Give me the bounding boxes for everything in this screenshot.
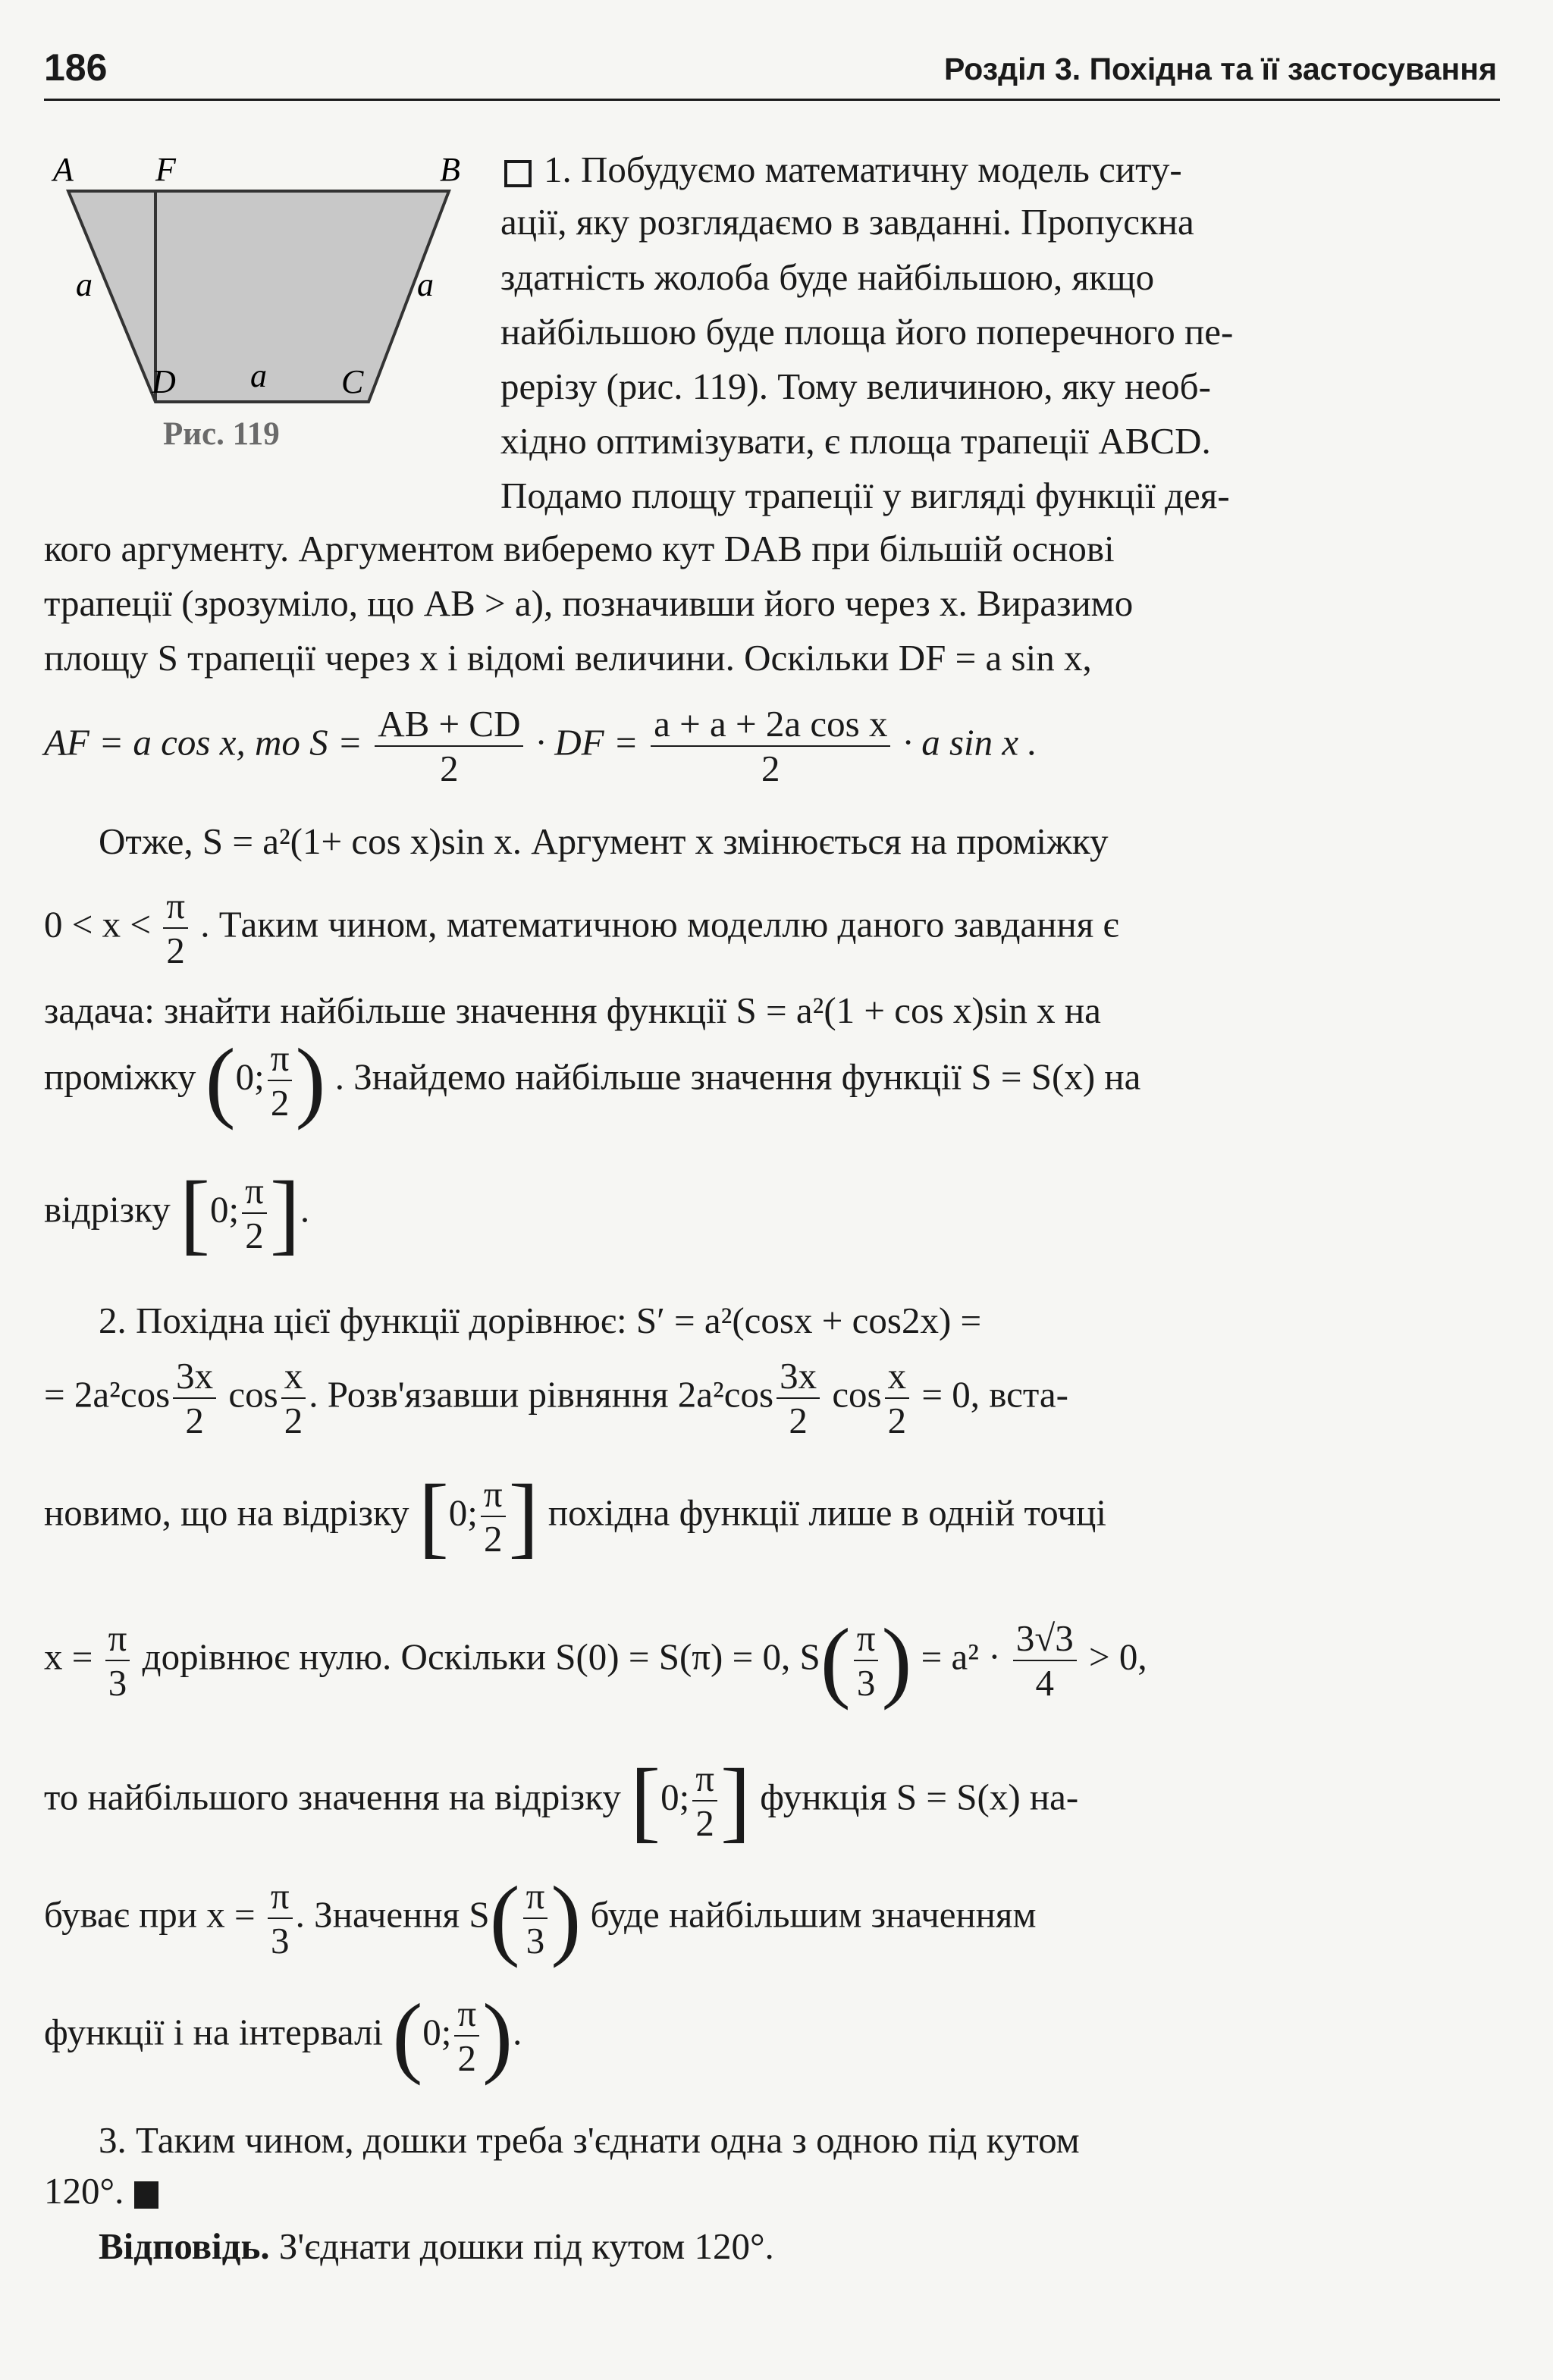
header-rule [44, 99, 1500, 101]
range-rest: . Таким чином, математичною моделлю даного завдання є [200, 903, 1119, 945]
attain-line [44, 1867, 1037, 1968]
end-of-proof-icon [134, 2181, 158, 2209]
step1-line-1 [504, 149, 1490, 191]
step1-line-3: здатність жолоба буде найбільшою, якщо [500, 256, 1155, 298]
answer-text: З'єднати дошки під кутом 120°. [269, 2225, 774, 2267]
fraction-numerator: π [105, 1620, 130, 1661]
fraction-numerator: π [242, 1172, 267, 1214]
fraction-pi-3 [854, 1617, 879, 1704]
fraction-denominator: 2 [484, 1518, 503, 1560]
segment-zero: 0; [209, 1188, 240, 1231]
answer-line [99, 2225, 774, 2268]
max-value-line [44, 1750, 1079, 1851]
figure-caption: Рис. 119 [163, 416, 280, 452]
fraction-denominator: 2 [440, 748, 459, 789]
step1-text: Побудуємо математичну модель ситу- [581, 149, 1182, 190]
interval-zero: 0; [422, 2011, 452, 2053]
fraction-denominator: 4 [1035, 1662, 1055, 1704]
close-paren: ) [881, 1610, 912, 1711]
open-bracket: [ [630, 1750, 661, 1851]
formula-lhs: AF = a cos x, то S = [44, 721, 362, 764]
solve-text: . Розв'язавши рівняння 2a²cos [309, 1373, 774, 1416]
fraction-pi-2 [242, 1172, 267, 1254]
label-a-left: a [76, 266, 93, 303]
cos-label: cos [832, 1373, 882, 1416]
step1-line-5: рерізу (рис. 119). Тому величиною, яку необ- [500, 365, 1211, 407]
fraction-pi-2 [163, 887, 188, 969]
fraction-denominator: 2 [284, 1400, 303, 1441]
step3-line-1: 3. Таким чином, дошки треба з'єднати одна з одною під кутом [99, 2119, 1080, 2161]
open-paren: ( [820, 1610, 851, 1711]
label-B: B [440, 151, 460, 188]
area-formula [44, 705, 1037, 787]
fraction-denominator: 3 [526, 1920, 545, 1961]
attain-mid: . Значення S [295, 1893, 490, 1936]
fraction-denominator: 2 [245, 1215, 264, 1256]
open-paren: ( [205, 1030, 236, 1130]
eq-a2: = a² · [921, 1635, 1001, 1678]
open-bracket: [ [180, 1162, 210, 1263]
fraction-denominator: 2 [457, 2037, 477, 2079]
fraction-numerator: π [481, 1475, 506, 1517]
max-post: функція S = S(x) на- [760, 1776, 1079, 1818]
label-A: A [53, 151, 74, 188]
fraction-pi-3 [268, 1877, 293, 1959]
fraction-numerator: π [692, 1760, 717, 1801]
step2-line-1: 2. Похідна цієї функції дорівнює: S′ = a²(cosx + cos2x) = [99, 1300, 982, 1341]
formula-rhs: · a sin x . [902, 721, 1037, 764]
fraction-pi-2 [454, 1995, 479, 2077]
step1-marker: 1. [544, 149, 572, 190]
label-a-right: a [417, 266, 434, 303]
fraction-denominator: 2 [166, 930, 185, 971]
step1-line-4: найбільшою буде площа його поперечного пе- [500, 311, 1234, 353]
gt-zero: > 0, [1088, 1635, 1147, 1678]
label-C: C [341, 363, 364, 400]
formula-mid: · DF = [535, 721, 638, 764]
eq-zero: = 0, вста- [921, 1373, 1068, 1416]
fraction-3x-2 [173, 1357, 216, 1439]
page-number: 186 [44, 46, 108, 89]
close-paren: ) [295, 1030, 326, 1130]
interval-zero: 0; [235, 1055, 265, 1098]
fraction-numerator: π [523, 1877, 548, 1919]
interval-line-text: функції і на інтервалі [44, 2011, 384, 2053]
step3-angle: 120°. [44, 2170, 124, 2212]
fraction-denominator: 2 [270, 1082, 290, 1124]
max-pre: то найбільшого значення на відрізку [44, 1776, 621, 1818]
fraction-numerator: π [854, 1620, 879, 1661]
close-paren: ) [482, 1985, 513, 2086]
label-a-bottom: a [250, 357, 267, 394]
final-dot: . [513, 2011, 522, 2053]
zero-text: дорівнює нулю. Оскільки S(0) = S(π) = 0, S [142, 1635, 820, 1678]
x-eq: x = [44, 1635, 93, 1678]
step3-line-2 [44, 2170, 158, 2212]
fraction-numerator: x [885, 1357, 910, 1399]
fraction-numerator: π [163, 887, 188, 929]
close-bracket: ] [508, 1466, 539, 1566]
fraction-numerator: π [268, 1877, 293, 1919]
fraction-pi-3 [523, 1877, 548, 1959]
segment-pre: відрізку [44, 1188, 171, 1231]
fraction-denominator: 2 [887, 1400, 907, 1441]
fraction-denominator: 2 [761, 748, 780, 789]
open-bracket: [ [418, 1466, 449, 1566]
cos-label: cos [228, 1373, 278, 1416]
range-lhs: 0 < x < [44, 903, 152, 945]
fraction-denominator: 2 [185, 1400, 204, 1441]
derivative-eq: = 2a²cos [44, 1373, 171, 1416]
segment-zero: 0; [448, 1491, 478, 1534]
critical-point-line [44, 1610, 1147, 1711]
label-D: D [152, 363, 176, 400]
step1-line-2: ації, яку розглядаємо в завданні. Пропускна [500, 201, 1194, 243]
fraction-3x-2 [776, 1357, 820, 1439]
fraction-denominator: 3 [108, 1662, 127, 1704]
seg-post: похідна функції лише в одній точці [547, 1491, 1106, 1534]
fraction-denominator: 3 [271, 1920, 290, 1961]
therefore-line: Отже, S = a²(1+ cos x)sin x. Аргумент x змінюється на проміжку [99, 820, 1109, 862]
fraction-x-2 [281, 1357, 306, 1439]
attain-post: буде найбільшим значенням [590, 1893, 1037, 1936]
fraction-3sqrt3-4 [1013, 1617, 1077, 1704]
segment-zero: 0; [660, 1776, 690, 1818]
interval-post: . Знайдемо найбільше значення функції S = S(x) на [334, 1055, 1141, 1098]
label-F: F [155, 151, 176, 188]
step1-line-8: кого аргументу. Аргументом виберемо кут DAB при більшій основі [44, 528, 1115, 569]
fraction-numerator: x [281, 1357, 306, 1399]
step1-line-7: Подамо площу трапеції у вигляді функції дея- [500, 475, 1230, 516]
open-paren: ( [392, 1985, 423, 2086]
step1-line-9: трапеції (зрозуміло, що AB > a), позначивши його через x. Виразимо [44, 582, 1134, 624]
fraction-numerator: a + a + 2a cos x [651, 705, 890, 747]
fraction-pi-2 [481, 1473, 506, 1560]
fraction-sum [651, 705, 890, 787]
interval-line [44, 1030, 1141, 1130]
open-interval-line [44, 1985, 522, 2086]
fraction-numerator: 3x [173, 1357, 216, 1399]
range-line [44, 887, 1119, 969]
segment-line: відрізку [0; $\frac{\pi}{2}$ ]. [44, 1162, 310, 1263]
fraction-numerator: π [454, 1995, 479, 2037]
checkbox-icon [504, 160, 532, 187]
fraction-pi-2 [692, 1760, 717, 1842]
close-bracket: ] [269, 1162, 300, 1263]
interval-pre: проміжку [44, 1055, 196, 1098]
answer-label: Відповідь. [99, 2225, 270, 2267]
fraction-denominator: 2 [695, 1802, 714, 1844]
seg-pre: новимо, що на відрізку [44, 1491, 409, 1534]
fraction-pi-3 [105, 1617, 130, 1704]
segment-derivative-line [44, 1466, 1106, 1566]
running-head: Розділ 3. Похідна та її застосування [943, 52, 1497, 86]
fraction-denominator: 3 [856, 1662, 876, 1704]
close-bracket: ] [720, 1750, 751, 1851]
close-paren: ) [551, 1867, 582, 1968]
fraction-numerator: π [268, 1039, 293, 1081]
fraction-x-2 [885, 1357, 910, 1439]
fraction-numerator: 3x [776, 1357, 820, 1399]
fraction-ab-cd [375, 705, 523, 787]
attain-pre: буває при x = [44, 1893, 256, 1936]
fraction-pi-2 [268, 1037, 293, 1124]
step1-line-10: площу S трапеції через x і відомі величини. Оскільки DF = a sin x, [44, 637, 1092, 679]
fraction-numerator: 3√3 [1013, 1620, 1077, 1661]
fraction-numerator: AB + CD [375, 705, 523, 747]
open-paren: ( [489, 1867, 520, 1968]
task-line: задача: знайти найбільше значення функції S = a²(1 + cos x)sin x на [44, 989, 1101, 1031]
fraction-denominator: 2 [789, 1400, 808, 1441]
step1-line-6: хідно оптимізувати, є площа трапеції ABCD. [500, 420, 1211, 462]
derivative-line [44, 1357, 1068, 1439]
